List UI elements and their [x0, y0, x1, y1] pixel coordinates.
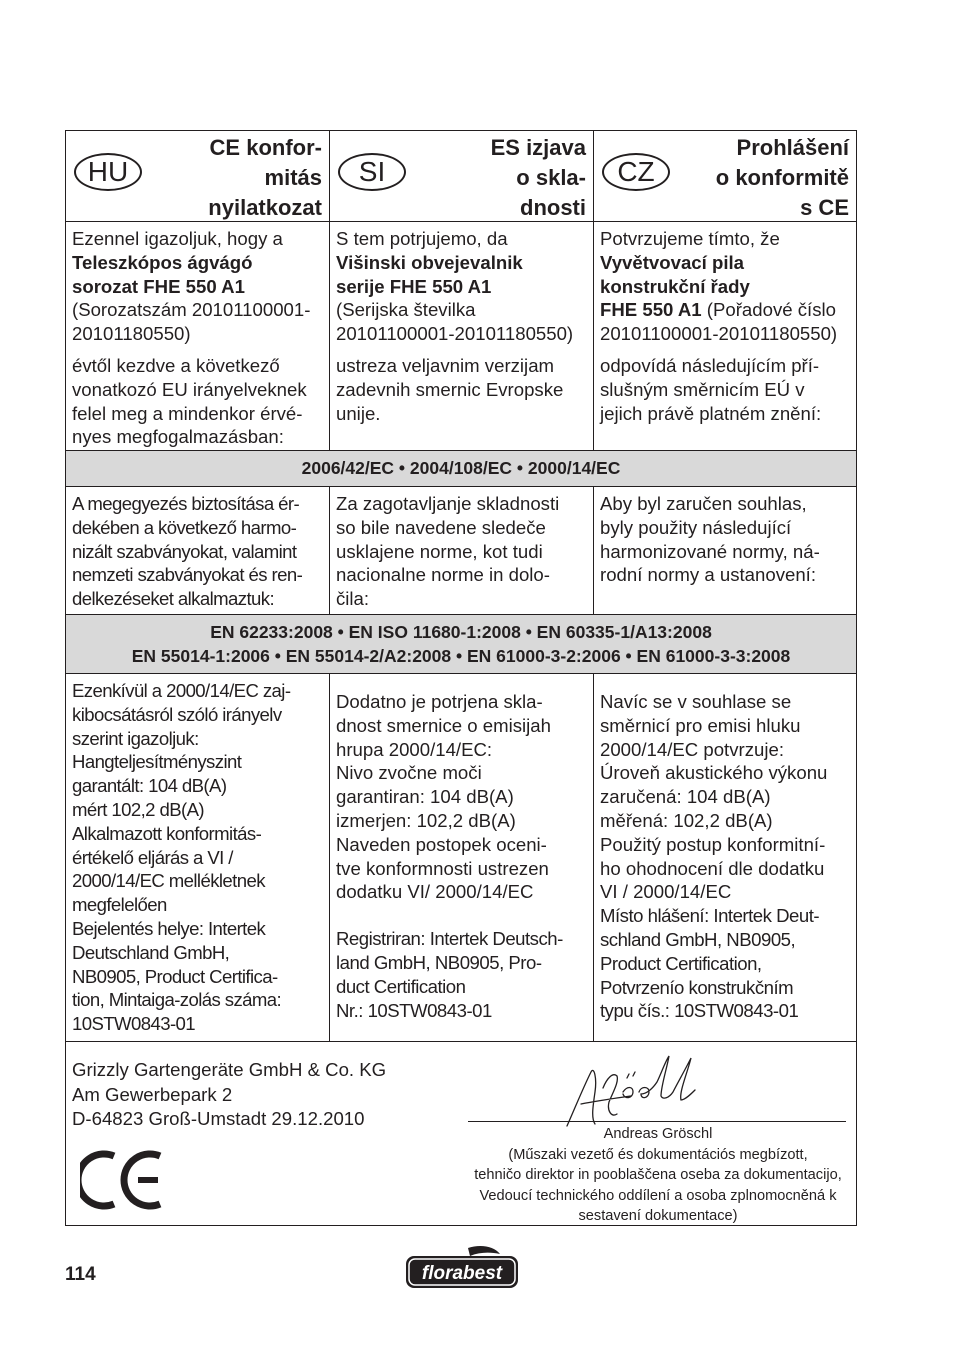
header-si: [330, 131, 594, 221]
harmonized-row: [66, 487, 856, 615]
header-hu: [66, 131, 330, 221]
footer-block: [66, 1042, 856, 1226]
noise-cz: Navíc se v souhlase se směrnicí pro emisi hluku 2000/14/EC potvrzuje: Úroveň akustického výkonu zaručená: 104 dB(A) měřená: 102,2 dB(A) Použitý postup konformitní- ho ohodnocení dle dodatku VI / 2000/14/EC Místo hlášení: Intertek Deut- schland GmbH, NB0905, Product Certification, Potvrzenío konstrukčním typu čís.: 10STW0843-01: [600, 691, 828, 1022]
declaration-table: [65, 130, 857, 1226]
ce-mark-icon: [80, 1150, 166, 1210]
standards-band: EN 62233:2008 • EN ISO 11680-1:2008 • EN 60335-1/A13:2008 EN 55014-1:2006 • EN 55014-2/A2:2008 • EN 61000-3-2:2006 • EN 61000-3-3:2008: [66, 615, 856, 674]
signature-image: [561, 1048, 721, 1132]
company-address: Grizzly Gartengeräte GmbH & Co. KG Am Gewerbepark 2 D-64823 Groß-Umstadt 29.12.2010: [72, 1059, 387, 1130]
svg-text:florabest: florabest: [421, 1263, 503, 1284]
noise-si: Dodatno je potrjena skla- dnost smernice o emisijah hrupa 2000/14/EC: Nivo zvočne moči garantiran: 104 dB(A) izmerjen: 102,2 dB(A) Naveden postopek oceni- tve konformnosti ustrezen dodatku VI/ 2000/14/EC Registriran: Intertek Deutsch- land GmbH, NB0905, Pro- duct Certification Nr.: 10STW0843-01: [330, 674, 594, 1041]
intro-hu: Ezennel igazoljuk, hogy a Teleszkópos ágvágó sorozat FHE 550 A1 (Sorozatszám 20101100001- 20101180550) évtől kezdve a következő vonatkozó EU irányelveknek felel meg a mindenkor érvé- nyes megfogalmazásban:: [66, 222, 330, 450]
intro-si: S tem potrjujemo, da Višinski obvejevalnik serije FHE 550 A1 (Serijska številka 20101100001-20101180550) ustreza veljavnim verzijam zadevnih smernic Evropske unije.: [330, 222, 594, 450]
country-badge-hu: HU: [74, 153, 142, 191]
header-cz: [594, 131, 856, 221]
harmonized-si: Za zagotavljanje skladnosti so bile navedene sledeče usklajene norme, kot tudi nacionalne norme in dolo- čila:: [330, 487, 594, 614]
country-badge-si: SI: [338, 153, 406, 191]
header-row: [66, 131, 856, 222]
intro-row: [66, 222, 856, 451]
page-number: 114: [65, 1264, 96, 1285]
florabest-logo: [404, 1244, 520, 1290]
country-badge-cz: CZ: [602, 153, 670, 191]
harmonized-cz: Aby byl zaručen souhlas, byly použity následující harmonizované normy, ná- rodní normy a ustanovení:: [600, 493, 820, 586]
harmonized-hu: A megegyezés biztosítása ér- dekében a következő harmo- nizált szabványokat, valamint nemzeti szabványokat és ren- delkezéseket alkalmaztuk:: [66, 487, 330, 614]
directives-band: 2006/42/EC • 2004/108/EC • 2000/14/EC: [66, 451, 856, 487]
noise-row: [66, 674, 856, 1042]
intro-cz: Potvrzujeme tímto, že Vyvětvovací pila konstrukční řady FHE 550 A1 (Pořadové číslo 20101100001-20101180550) odpovídá následujícím pří- slušným směrnicím EÚ v jejich právě platném znění:: [600, 228, 838, 424]
noise-hu: Ezenkívül a 2000/14/EC zaj- kibocsátásról szóló irányelv szerint igazoljuk: Hangteljesítményszint garantált: 104 dB(A) mért 102,2 dB(A) Alkalmazott konformitás- értékelő eljárás a VI / 2000/14/EC mellékletnek megfelelően Bejelentés helye: Intertek Deutschland GmbH, NB0905, Product Certifica- tion, Mintaiga-zolás száma: 10STW0843-01: [66, 674, 330, 1041]
signature-line: [468, 1121, 846, 1122]
header-title-cz: Prohlášení o konformitě s CE: [715, 135, 849, 220]
header-title-si: ES izjava o skla- dnosti: [490, 135, 586, 220]
header-title-hu: CE konfor- mitás nyilatkozat: [208, 135, 322, 220]
signatory-block: Andreas Gröschl (Műszaki vezető és dokumentációs megbízott, tehničo direktor in pooblaščena oseba za dokumentacijo, Vedoucí technického oddílení a osoba zplnomocněná k sestavení dokumentace): [474, 1126, 842, 1224]
